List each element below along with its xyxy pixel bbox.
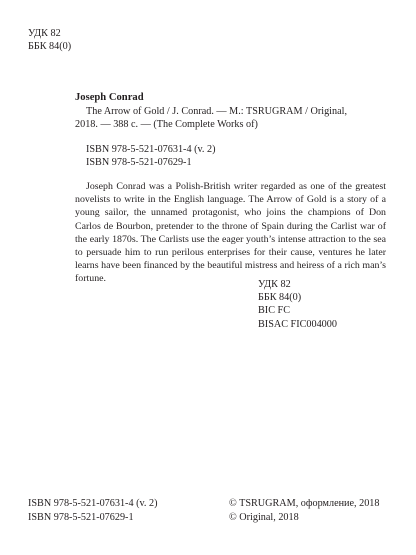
isbn-line-2: ISBN 978-5-521-07629-1 <box>86 157 192 168</box>
bic-code: BIC FC <box>258 305 290 317</box>
bbk-code: ББК 84(0) <box>28 41 72 52</box>
bibliographic-line-1: The Arrow of Gold / J. Conrad. — M.: TSRUGRAM / Original, <box>86 106 347 117</box>
bibliographic-line-2: 2018. — 388 с. — (The Complete Works of) <box>75 119 258 130</box>
bbk-code: ББК 84(0) <box>258 292 302 304</box>
book-description: Joseph Conrad was a Polish-British writer regarded as one of the greatest novelists to write in the English language. The Arrow of Gold is a story of a young sailor, the unnamed protagonist, who joins the champions of Don Carlos de Bourbon, pretender to the throne of Spain during the Carlist war of the early 1870s. The Carlists use the eager youth’s intense attraction to the sea to persuade him to run perilous enterprises for their cause, ventures he later learns have been financed by the beautiful mistress and heiress of a rich man’s fortune. <box>75 181 386 285</box>
udk-code: УДК 82 <box>258 279 291 290</box>
classification-codes <box>258 278 337 331</box>
copyright-notices <box>229 497 379 524</box>
author-name: Joseph Conrad <box>75 92 144 103</box>
isbn-line-1: ISBN 978-5-521-07631-4 (v. 2) <box>86 144 216 155</box>
bisac-code: BISAC FIC004000 <box>258 318 337 330</box>
isbn-line: ISBN 978-5-521-07631-4 (v. 2) <box>28 498 158 509</box>
copyright-line: © Original, 2018 <box>229 511 299 523</box>
udk-code: УДК 82 <box>28 28 61 39</box>
isbn-line: ISBN 978-5-521-07629-1 <box>28 511 134 523</box>
bottom-isbns <box>28 497 158 524</box>
copyright-line: © TSRUGRAM, оформление, 2018 <box>229 498 380 509</box>
